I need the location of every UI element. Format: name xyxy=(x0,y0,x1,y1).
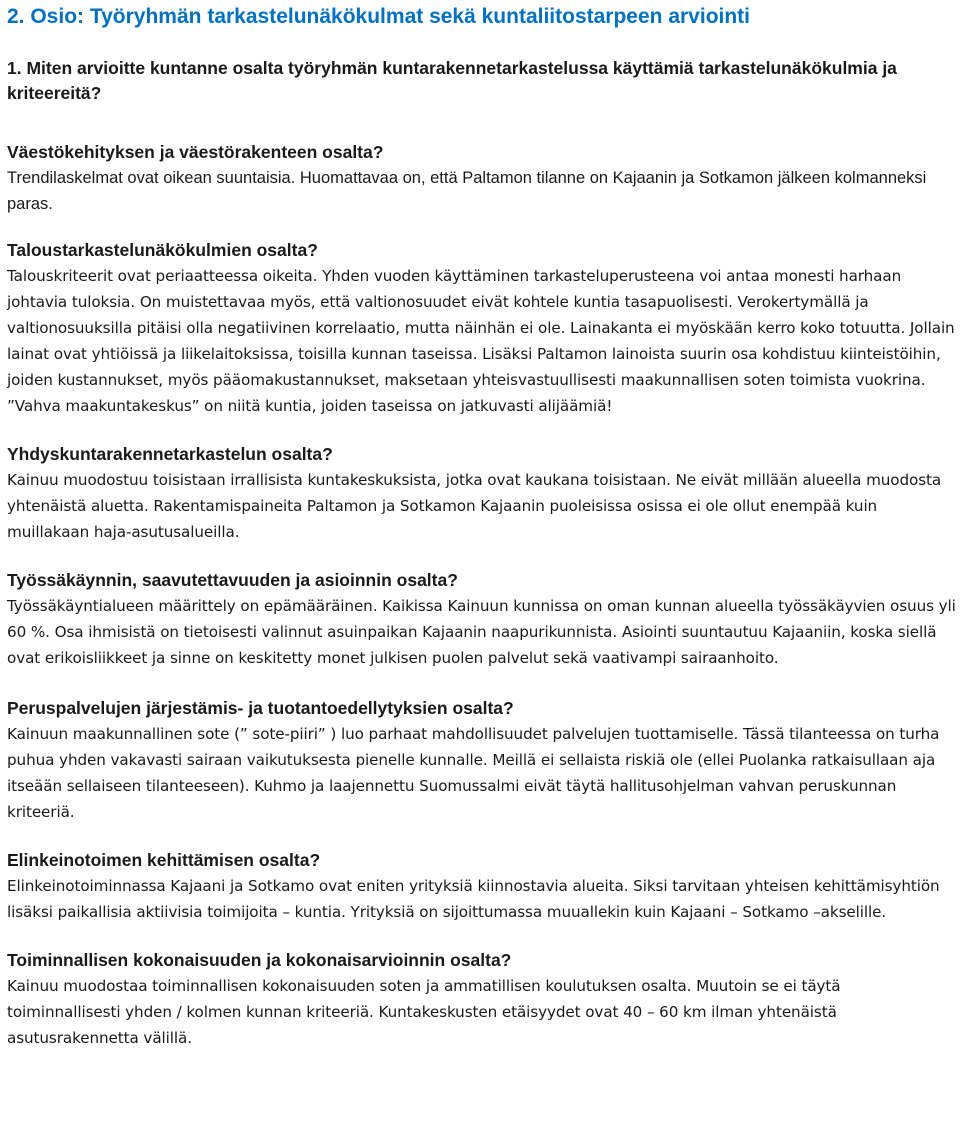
section-heading: Peruspalvelujen järjestämis- ja tuotantoedellytyksien osalta? xyxy=(7,698,514,718)
section-body: Elinkeinotoiminnassa Kajaani ja Sotkamo ovat eniten yrityksiä kiinnostavia alueita. Siksi tarvitaan yhteisen kehittämisyhtiön lisäksi paikallisia aktiivisia toimijoita – kuntia. Yrityksiä on sijoittumassa muuallekin kuin Kajaani – Sotkamo –akselille. xyxy=(7,877,940,921)
section-heading: Väestökehityksen ja väestörakenteen osalta? xyxy=(7,142,384,162)
section-overall xyxy=(7,947,957,1051)
section-body: Työssäkäyntialueen määrittely on epämääräinen. Kaikissa Kainuun kunnissa on oman kunnan alueella työssäkäyvien osuus yli 60 %. Osa ihmisistä on tietoisesti valinnut asuinpaikan Kajaanin naapurikunnista. Asiointi suuntautuu Kajaaniin, koska siellä ovat erikoisliikkeet ja sinne on keskitetty monet julkisen puolen palvelut sekä vaativampi sairaanhoito. xyxy=(7,597,956,667)
section-population xyxy=(7,139,957,217)
document-title: 2. Osio: Työryhmän tarkastelunäkökulmat sekä kuntaliitostarpeen arviointi xyxy=(7,5,751,28)
section-body: Talouskriteerit ovat periaatteessa oikeita. Yhden vuoden käyttäminen tarkasteluperusteena voi antaa monesti harhaan johtavia tuloksia. On muistettavaa myös, että valtionosuudet eivät kohtele kuntia tasapuolisesti. Verokertymällä ja valtionosuuksilla pitäisi olla negatiivinen korrelaatio, mutta näinhän ei ole. Lainakanta ei myöskään kerro koko totuutta. Jollain lainat ovat yhtiöissä ja liikelaitoksissa, toisilla kunnan taseissa. Lisäksi Paltamon lainoista suurin osa kohdistuu kiinteistöihin, joiden kustannukset, myös pääomakustannukset, maksetaan yhteisvastuullisesti maakunnallisen soten toimista vuokrina. ”Vahva maakuntakeskus” on niitä kuntia, joiden taseissa on jatkuvasti alijäämiä! xyxy=(7,267,955,415)
section-heading: Taloustarkastelunäkökulmien osalta? xyxy=(7,240,318,260)
section-economy xyxy=(7,237,957,419)
section-body: Kainuun maakunnallinen sote (” sote-piiri” ) luo parhaat mahdollisuudet palvelujen tuottamiselle. Tässä tilanteessa on turha puhua yhden vakavasti sairaan vaikutuksesta pienelle kunnalle. Meillä ei sellaista riskiä ole (ellei Puolanka ratkaisullaan aja itseään sellaiseen tilanteeseen). Kuhmo ja laajennettu Suomussalmi eivät täytä hallitusohjelman vahvan peruskunnan kriteeriä. xyxy=(7,725,940,821)
section-heading: Yhdyskuntarakennetarkastelun osalta? xyxy=(7,444,333,464)
section-body: Kainuu muodostaa toiminnallisen kokonaisuuden soten ja ammatillisen koulutuksen osalta. Muutoin se ei täytä toiminnallisesti yhden / kolmen kunnan kriteeriä. Kuntakeskusten etäisyydet ovat 40 – 60 km ilman yhtenäistä asutusrakennetta välillä. xyxy=(7,977,841,1047)
section-heading: Toiminnallisen kokonaisuuden ja kokonaisarvioinnin osalta? xyxy=(7,950,512,970)
section-body: Trendilaskelmat ovat oikean suuntaisia. Huomattavaa on, että Paltamon tilanne on Kajaanin ja Sotkamon jälkeen kolmanneksi paras. xyxy=(7,169,927,213)
section-community-structure xyxy=(7,441,957,545)
section-heading: Työssäkäynnin, saavutettavuuden ja asioinnin osalta? xyxy=(7,570,458,590)
question-heading: 1. Miten arvioitte kuntanne osalta työryhmän kuntarakennetarkastelussa käyttämiä tarkastelunäkökulmia ja kriteereitä? xyxy=(7,58,897,103)
section-commuting xyxy=(7,567,957,671)
section-heading: Elinkeinotoimen kehittämisen osalta? xyxy=(7,850,321,870)
section-business xyxy=(7,847,957,925)
document-page xyxy=(7,0,957,1051)
section-body: Kainuu muodostuu toisistaan irrallisista kuntakeskuksista, jotka ovat kaukana toisistaan. Ne eivät millään alueella muodosta yhtenäistä aluetta. Rakentamispaineita Paltamon ja Sotkamon Kajaanin puoleisissa osissa ei ole ollut enempää kuin muillakaan haja-asutusalueilla. xyxy=(7,471,942,541)
section-basic-services xyxy=(7,695,957,825)
